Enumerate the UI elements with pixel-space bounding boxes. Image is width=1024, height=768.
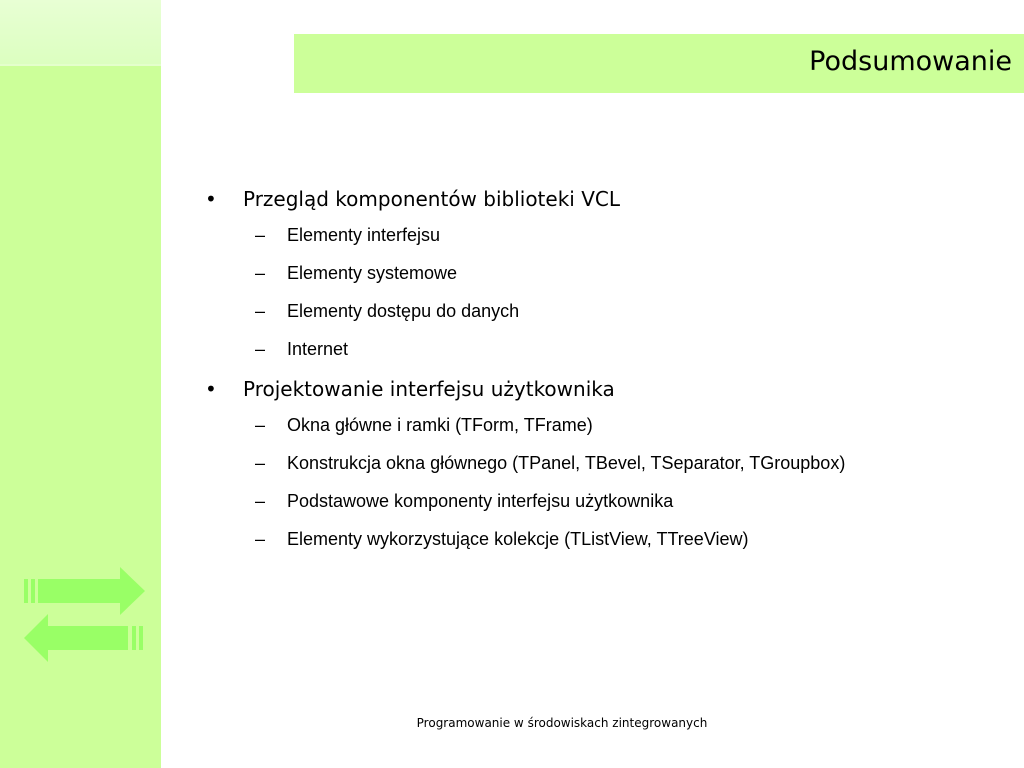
- bullet-text: Projektowanie interfejsu użytkownika: [243, 377, 615, 401]
- bullet-marker: •: [205, 377, 217, 401]
- dash-marker: –: [255, 301, 266, 321]
- sidebar-top-band: [0, 0, 161, 66]
- sub-bullet-text: Okna główne i ramki (TForm, TFrame): [287, 415, 593, 435]
- dash-marker: –: [255, 491, 266, 511]
- sub-bullet-item: [200, 444, 1000, 482]
- sub-bullet-item: [200, 330, 1000, 368]
- bullet-marker: •: [205, 187, 217, 211]
- arrow-left-icon: [24, 614, 128, 662]
- dash-marker: –: [255, 339, 266, 359]
- dash-marker: –: [255, 225, 266, 245]
- slide-title: Podsumowanie: [809, 46, 1012, 77]
- bullet-text: Przegląd komponentów biblioteki VCL: [243, 187, 620, 211]
- arrow-right-stripe: [24, 579, 28, 603]
- dash-marker: –: [255, 263, 266, 283]
- bullet-list: [200, 182, 1000, 558]
- sub-bullet-item: [200, 482, 1000, 520]
- arrow-left-stripe: [132, 626, 136, 650]
- sub-bullet-text: Elementy wykorzystujące kolekcje (TListView, TTreeView): [287, 529, 749, 549]
- dash-marker: –: [255, 529, 266, 549]
- slide-footer: Programowanie w środowiskach zintegrowanych: [416, 716, 708, 730]
- bullet-item: [200, 372, 1000, 406]
- sub-bullet-text: Internet: [287, 339, 349, 359]
- sub-bullet-item: [200, 254, 1000, 292]
- sub-bullet-item: [200, 216, 1000, 254]
- dash-marker: –: [255, 415, 266, 435]
- sub-bullet-text: Konstrukcja okna głównego (TPanel, TBevel, TSeparator, TGroupbox): [287, 453, 846, 473]
- forward-back-arrows-icon[interactable]: [22, 565, 148, 665]
- sub-bullet-text: Elementy systemowe: [287, 263, 458, 283]
- sub-bullet-text: Elementy interfejsu: [287, 225, 441, 245]
- arrow-left-stripe: [139, 626, 143, 650]
- sub-bullet-item: [200, 292, 1000, 330]
- title-bar: [294, 34, 1024, 93]
- bullet-item: [200, 182, 1000, 216]
- arrow-right-stripe: [31, 579, 35, 603]
- sub-bullet-text: Podstawowe komponenty interfejsu użytkownika: [287, 491, 674, 511]
- sub-bullet-item: [200, 520, 1000, 558]
- arrow-right-icon: [38, 567, 145, 615]
- sub-bullet-item: [200, 406, 1000, 444]
- dash-marker: –: [255, 453, 266, 473]
- sub-bullet-text: Elementy dostępu do danych: [287, 301, 520, 321]
